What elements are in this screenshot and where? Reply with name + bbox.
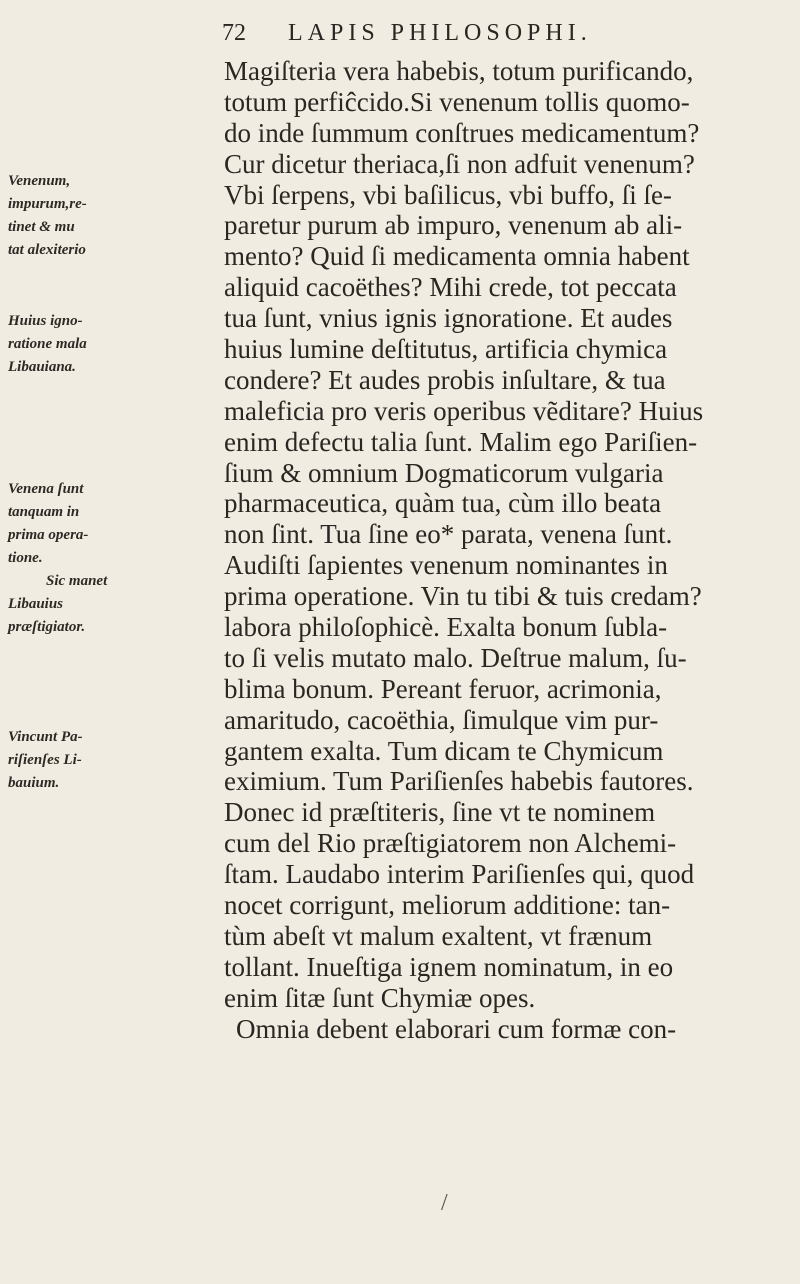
text-line: to ſi velis mutato malo. Deſtrue malum, ſu- [224, 642, 687, 673]
margin-note-line: tinet & mu [8, 219, 75, 235]
text-line: enim defectu talia ſunt. Malim ego Pariſien- [224, 426, 698, 457]
margin-note-vincunt [8, 726, 208, 795]
text-line: maleficia pro veris operibus vẽditare? Huius [224, 395, 704, 426]
margin-note-line: Venena ſunt [8, 481, 84, 497]
text-line: tùm abeſt vt malum exaltent, vt frænum [224, 920, 653, 951]
text-line: do inde ſummum conſtrues medicamentum? [224, 117, 700, 148]
running-title: LAPIS PHILOSOPHI. [288, 20, 592, 46]
margin-note-line: tione. [8, 550, 43, 566]
text-line: tua ſunt, vnius ignis ignoratione. Et audes [224, 303, 673, 334]
text-line: Magiſteria vera habebis, totum purificando, [224, 56, 694, 86]
text-line: mento? Quid ſi medicamenta omnia habent [224, 241, 690, 272]
text-line: gantem exalta. Tum dicam te Chymicum [224, 735, 664, 766]
margin-note-line: prima opera- [8, 527, 89, 543]
text-line: cum del Rio præſtigiatorem non Alchemi- [224, 828, 677, 859]
stray-mark: / [441, 1190, 448, 1216]
text-line: tollant. Inueſtiga ignem nominatum, in eo [224, 951, 674, 982]
margin-note-line: riſienſes Li- [8, 752, 82, 768]
text-line: pharmaceutica, quàm tua, cùm illo beata [224, 488, 662, 519]
margin-note-line: tanquam in [8, 504, 80, 520]
text-line: non ſint. Tua ſine eo* parata, venena ſunt. [224, 519, 673, 550]
main-text-block [224, 56, 772, 1045]
margin-note-line: tat alexiterio [8, 242, 86, 258]
margin-note-line: Huius igno- [8, 313, 83, 329]
text-line: nocet corrigunt, meliorum additione: tan- [224, 890, 671, 921]
text-line: prima operatione. Vin tu tibi & tuis credam? [224, 581, 702, 612]
margin-note-line: Vincunt Pa- [8, 729, 83, 745]
text-line: aliquid cacoëthes? Mihi crede, tot peccata [224, 272, 677, 303]
text-line: ſtam. Laudabo interim Pariſienſes qui, quod [224, 859, 695, 890]
text-line: totum perfiĉcido.Si venenum tollis quomo- [224, 86, 690, 117]
text-line: eximium. Tum Pariſienſes habebis fautores. [224, 766, 694, 797]
text-line: Cur dicetur theriaca,ſi non adfuit venenum? [224, 148, 695, 179]
text-line: labora philoſophicè. Exalta bonum ſubla- [224, 612, 668, 643]
text-line: huius lumine deſtitutus, artificia chymica [224, 334, 668, 365]
margin-note-line: Venenum, [8, 173, 71, 189]
margin-note-venenum [8, 170, 208, 262]
text-line: Donec id præſtiteris, ſine vt te nominem [224, 797, 656, 828]
text-line: ſium & omnium Dogmaticorum vulgaria [224, 457, 664, 488]
margin-note-line: bauium. [8, 775, 60, 791]
margin-note-line: Libauius [8, 596, 64, 612]
margin-note-line: ratione mala [8, 336, 87, 352]
text-line: enim ſitæ ſunt Chymiæ opes. [224, 982, 536, 1013]
text-line: paretur purum ab impuro, venenum ab ali- [224, 210, 683, 241]
margin-note-line: Sic manet [46, 573, 108, 589]
margin-note-venena-sunt [8, 478, 208, 639]
text-line: blima bonum. Pereant feruor, acrimonia, [224, 673, 662, 704]
page-number: 72 [222, 20, 246, 46]
margin-note-line: Libauiana. [8, 359, 76, 375]
running-head [222, 20, 742, 47]
text-line: Omnia debent elaborari cum formæ con- [236, 1013, 677, 1044]
text-line: Vbi ſerpens, vbi baſilicus, vbi buffo, ſi ſe- [224, 179, 672, 210]
margin-note-line: impurum,re- [8, 196, 87, 212]
margin-note-line: præſtigiator. [8, 619, 86, 635]
margin-note-huius-ignoratione [8, 310, 208, 379]
text-line: amaritudo, cacoëthia, ſimulque vim pur- [224, 704, 659, 735]
text-line: Audiſti ſapientes venenum nominantes in [224, 550, 668, 581]
text-line: condere? Et audes probis inſultare, & tua [224, 364, 666, 395]
